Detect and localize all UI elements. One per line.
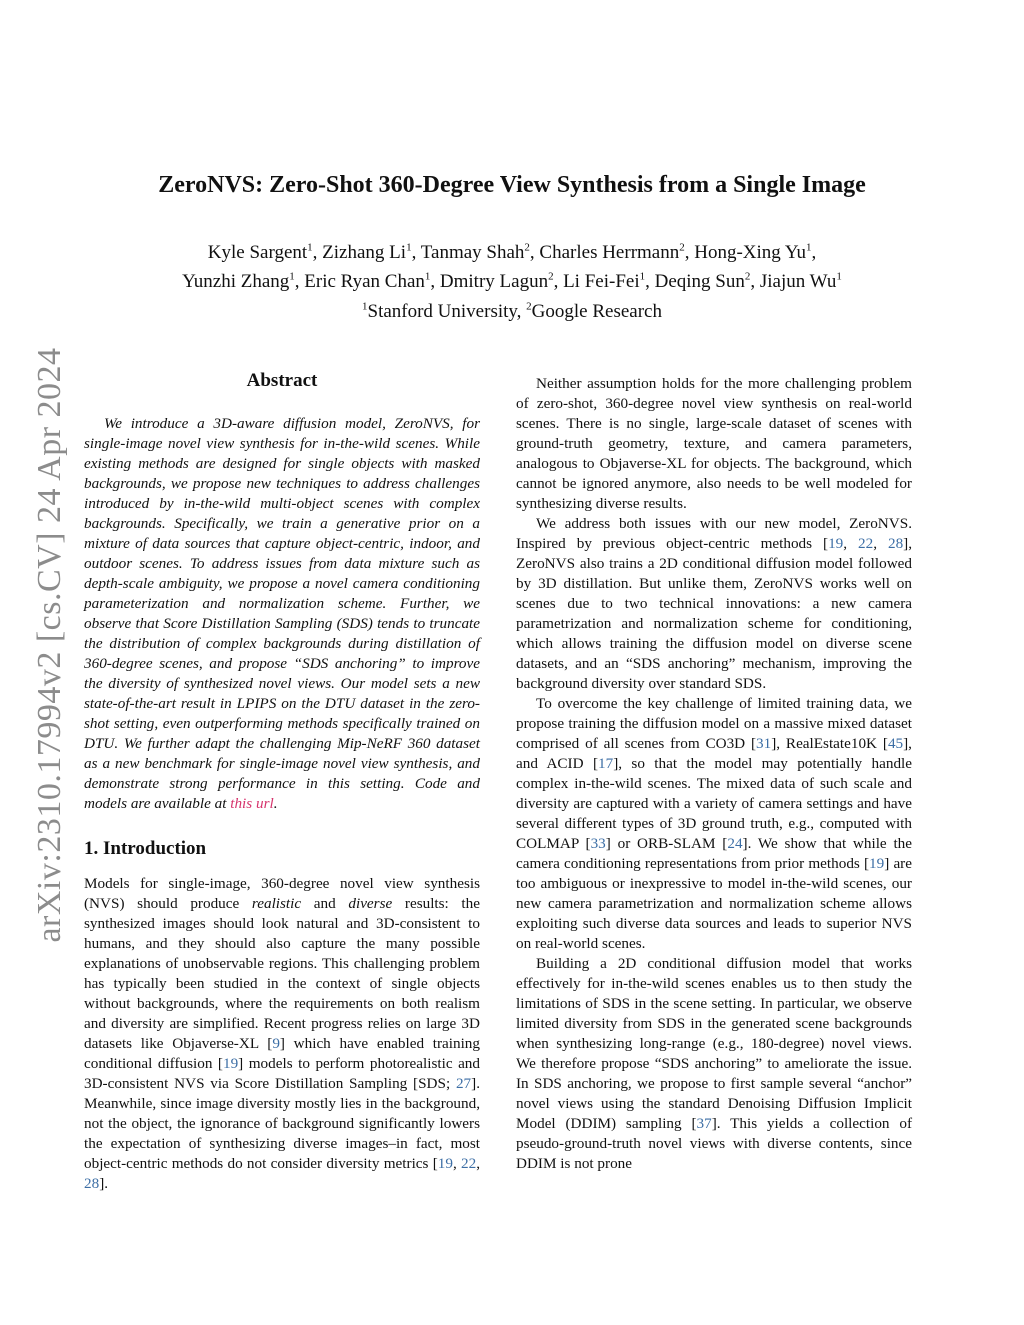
citation-link[interactable]: 31 bbox=[756, 735, 772, 752]
author-name: Tanmay Shah bbox=[420, 242, 525, 263]
affiliation-2: Google Research bbox=[531, 301, 662, 322]
arxiv-identifier-stamp: arXiv:2310.17994v2 [cs.CV] 24 Apr 2024 bbox=[31, 347, 68, 943]
citation-link[interactable]: 22 bbox=[461, 1155, 477, 1172]
author-affiliation-marker: 1 bbox=[406, 241, 412, 254]
citation-link[interactable]: 33 bbox=[590, 835, 606, 852]
right-column-paragraph bbox=[516, 694, 912, 954]
author-line-1 bbox=[0, 239, 1024, 268]
body-text: ], RealEstate10K [ bbox=[771, 735, 888, 752]
author-affiliation-marker: 1 bbox=[805, 241, 812, 254]
body-text: ] are too ambiguous or inexpressive to model in-the-wild scenes, our new camera parametrization and normalization scheme allows exploiting such diverse data sources and leads to superior NVS on real-world scenes. bbox=[516, 855, 912, 952]
citation-link[interactable]: 45 bbox=[887, 735, 904, 752]
author-name: Hong-Xing Yu bbox=[694, 242, 806, 263]
body-text: , bbox=[476, 1155, 480, 1172]
author-affiliation-marker: 1 bbox=[307, 241, 313, 254]
emphasis-text: realistic bbox=[251, 895, 302, 912]
author-affiliation-marker: 2 bbox=[744, 270, 751, 283]
paper-title: ZeroNVS: Zero-Shot 360-Degree View Synthesis from a Single Image bbox=[158, 172, 866, 198]
citation-link[interactable]: 27 bbox=[455, 1075, 472, 1092]
citation-link[interactable]: 9 bbox=[272, 1035, 280, 1052]
author-name: Charles Herrmann bbox=[539, 242, 680, 263]
abstract-heading: Abstract bbox=[246, 370, 318, 391]
body-text: Models for single-image, 360-degree novel view synthesis (NVS) should produce bbox=[84, 875, 480, 912]
body-text: , bbox=[873, 535, 888, 552]
body-text: ]. We show that while the camera conditioning representations from prior methods [ bbox=[516, 835, 913, 872]
body-text: We address both issues with our new model, ZeroNVS. Inspired by previous object-centric methods [ bbox=[516, 515, 912, 552]
author-name: Zizhang Li bbox=[322, 242, 407, 263]
author-name: Li Fei-Fei bbox=[563, 270, 640, 292]
citation-link[interactable]: 17 bbox=[598, 755, 614, 772]
body-text: ]. This yields a collection of pseudo-ground-truth novel views with diverse contents, since DDIM is not prone bbox=[516, 1115, 912, 1172]
author-separator: , bbox=[750, 270, 760, 292]
right-column-paragraph bbox=[516, 954, 912, 1174]
citation-link[interactable]: 19 bbox=[437, 1155, 453, 1172]
body-text: ]. bbox=[99, 1175, 109, 1192]
citation-link[interactable]: 19 bbox=[828, 535, 844, 552]
author-line-2 bbox=[0, 268, 1024, 297]
abstract-text: We introduce a 3D-aware diffusion model, ZeroNVS, for single-image novel view synthesis for in-the-wild scenes. While existing methods are designed for single objects with masked backgrounds, we propose new techniques to address challenges introduced by in-the-wild multi-object scenes with complex backgrounds. Specifically, we train a generative prior on a mixture of data sources that capture object-centric, indoor, and outdoor scenes. To address issues from data mixture such as depth-scale ambiguity, we propose a novel camera conditioning parameterization and normalization scheme. Further, we observe that Score Distillation Sampling (SDS) tends to truncate the distribution of complex backgrounds during distillation of 360-degree scenes, and propose “SDS anchoring” to improve the diversity of synthesized novel views. Our model sets a new state-of-the-art result in LPIPS on the DTU dataset in the zero-shot setting, even outperforming methods specifically trained on DTU. We further adapt the challenging Mip-NeRF 360 dataset as a new benchmark for single-image novel view synthesis, and demonstrate strong performance in this setting. Code and models are available at bbox=[84, 415, 480, 812]
author-name: Yunzhi Zhang bbox=[182, 270, 290, 292]
citation-link[interactable]: 22 bbox=[858, 535, 874, 552]
author-affiliation-marker: 1 bbox=[836, 270, 842, 283]
right-column-body bbox=[516, 374, 912, 1174]
affiliation-1-marker: 1 bbox=[362, 300, 368, 313]
author-separator: , bbox=[553, 270, 564, 292]
author-separator: , bbox=[411, 242, 421, 263]
author-affiliation-marker: 2 bbox=[548, 270, 554, 283]
intro-paragraph-1 bbox=[84, 874, 480, 1194]
affiliation-2-marker: 2 bbox=[526, 300, 532, 313]
author-affiliation-marker: 1 bbox=[424, 270, 431, 283]
emphasis-text: diverse bbox=[348, 895, 393, 912]
author-name: Jiajun Wu bbox=[759, 270, 837, 292]
author-separator: , bbox=[294, 270, 305, 292]
author-affiliation-marker: 1 bbox=[289, 270, 295, 283]
body-text: ] or ORB-SLAM [ bbox=[605, 835, 728, 852]
body-text: Neither assumption holds for the more challenging problem of zero-shot, 360-degree novel view synthesis on real-world scenes. There is no single, large-scale dataset of scenes with ground-truth geometry, texture, and camera parameters, analogous to Objaverse-XL for objects. The background, which cannot be ignored anymore, also needs to be well modeled for synthesizing diverse results. bbox=[516, 375, 912, 512]
citation-link[interactable]: 28 bbox=[887, 535, 904, 552]
author-name: Dmitry Lagun bbox=[439, 270, 549, 292]
right-column-paragraph bbox=[516, 514, 912, 694]
body-text: results: the synthesized images should look natural and 3D-consistent to humans, and they should also capture the many possible explanations of unobservable regions. This challenging problem has typically been studied in the context of single objects without backgrounds, where the requirements on both realism and diversity are simplified. Recent progress relies on large 3D datasets like Objaverse-XL [ bbox=[84, 895, 480, 1052]
body-text: , bbox=[452, 1155, 462, 1172]
citation-link[interactable]: 24 bbox=[727, 835, 743, 852]
affiliation-1: Stanford University, bbox=[367, 301, 527, 322]
author-separator: , bbox=[811, 242, 817, 263]
author-list bbox=[0, 239, 1024, 296]
body-text: , bbox=[843, 535, 859, 552]
citation-link[interactable]: 37 bbox=[696, 1115, 712, 1132]
body-text: ], ZeroNVS also trains a 2D conditional diffusion model followed by 3D distillation. But unlike them, ZeroNVS works well on scenes due to two technical innovations: a new camera parametrization and normalization scheme for conditioning, which allows training the diffusion model on diverse scene datasets, and an “SDS anchoring” mechanism, improving the background diversity over standard SDS. bbox=[516, 535, 913, 692]
right-column-paragraph bbox=[516, 374, 912, 514]
body-text: and bbox=[301, 895, 349, 912]
author-affiliation-marker: 1 bbox=[639, 270, 646, 283]
body-text: ], so that the model may potentially handle complex in-the-wild scenes. The mixed data of such scale and diversity are captured with a variety of camera settings and have several different types of 3D ground truth, e.g., computed with COLMAP [ bbox=[516, 755, 913, 852]
body-text: ]. Meanwhile, since image diversity mostly lies in the background, not the object, the ignorance of background significantly lowers the expectation of synthesizing diverse images–in fact, most object-centric methods do not consider diversity metrics [ bbox=[84, 1075, 480, 1172]
citation-link[interactable]: 28 bbox=[84, 1175, 100, 1192]
body-text: ] models to perform photorealistic and 3D-consistent NVS via Score Distillation Sampling [SDS; bbox=[84, 1055, 480, 1092]
author-name: Eric Ryan Chan bbox=[304, 270, 425, 292]
author-name: Kyle Sargent bbox=[207, 242, 308, 263]
abstract-body bbox=[84, 414, 480, 814]
author-affiliation-marker: 2 bbox=[679, 241, 685, 254]
citation-link[interactable]: 19 bbox=[869, 855, 885, 872]
author-separator: , bbox=[645, 270, 655, 292]
abstract-end: . bbox=[273, 795, 278, 812]
body-text: ] which have enabled training conditional diffusion [ bbox=[84, 1035, 480, 1072]
author-separator: , bbox=[684, 242, 695, 263]
code-link[interactable]: this url bbox=[230, 795, 274, 812]
body-text: To overcome the key challenge of limited training data, we propose training the diffusion model on a massive mixed dataset comprised of all scenes from CO3D [ bbox=[516, 695, 912, 752]
body-text: ], and ACID [ bbox=[516, 735, 912, 772]
citation-link[interactable]: 19 bbox=[222, 1055, 239, 1072]
author-separator: , bbox=[312, 242, 323, 263]
author-separator: , bbox=[529, 242, 540, 263]
author-name: Deqing Sun bbox=[654, 270, 745, 292]
section-heading-introduction: 1. Introduction bbox=[84, 838, 207, 859]
author-affiliation-marker: 2 bbox=[524, 241, 530, 254]
affiliations bbox=[0, 301, 1024, 323]
author-separator: , bbox=[430, 270, 440, 292]
body-text: Building a 2D conditional diffusion model that works effectively for in-the-wild scenes enables us to then study the limitations of SDS in the scene setting. In particular, we observe limited diversity from SDS in the generated scene backgrounds when synthesizing long-range (e.g., 180-degree) novel views. We therefore propose “SDS anchoring” to ameliorate the issue. In SDS anchoring, we propose to first sample several “anchor” novel views using the standard Denoising Diffusion Implicit Model (DDIM) sampling [ bbox=[516, 955, 912, 1132]
